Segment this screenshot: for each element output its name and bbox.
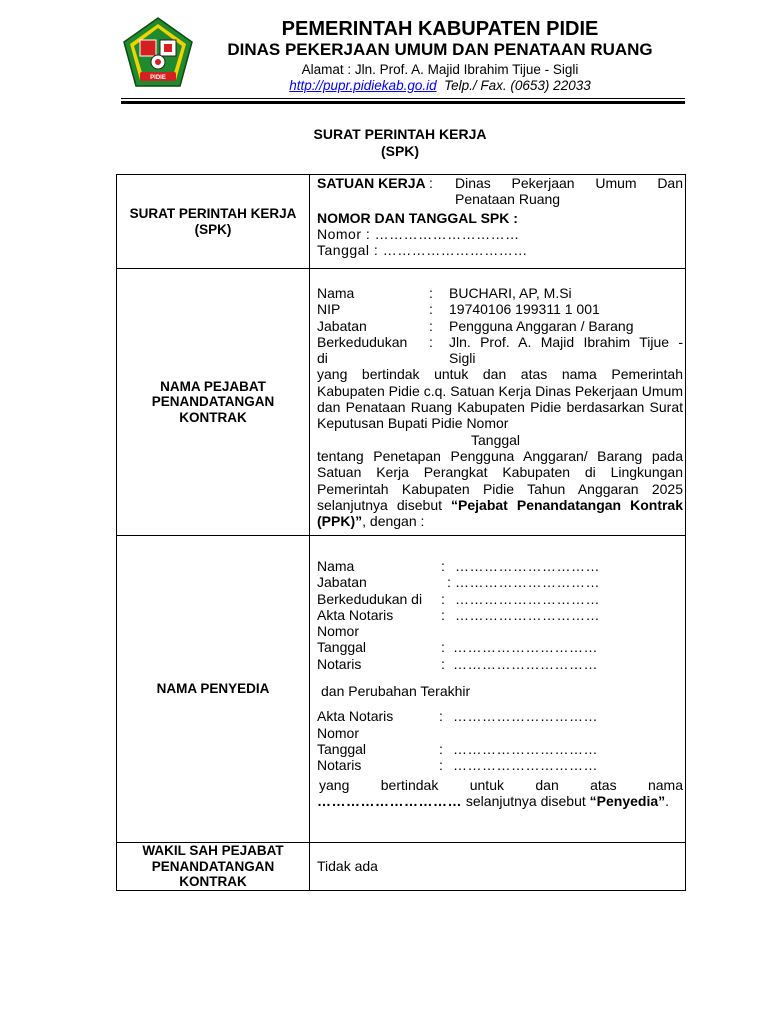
satuan-kerja-label: SATUAN KERJA bbox=[317, 175, 426, 191]
phone-fax: Telp./ Fax. (0653) 22033 bbox=[444, 78, 591, 93]
row-content-spk bbox=[310, 175, 686, 269]
table-row-pejabat bbox=[117, 269, 686, 536]
row-label-spk bbox=[117, 175, 310, 269]
table-row-wakil-sah bbox=[117, 843, 686, 891]
label-line: PENANDATANGAN bbox=[151, 858, 275, 874]
header-address: Alamat : Jln. Prof. A. Majid Ibrahim Tijue - Sigli bbox=[301, 62, 579, 77]
penyedia-tanggal-row bbox=[317, 639, 683, 655]
logo-banner-text: PIDIE bbox=[150, 75, 166, 81]
paragraph-text: tentang Penetapan Pengguna Anggaran/ Barang pada Satuan Kerja Perangkat Kabupaten di Lingkungan Pemerintah Kabupaten Pidie Tahun Anggaran 2025 selanjutnya disebut bbox=[317, 447, 683, 513]
blank-field: ………………………… bbox=[455, 606, 600, 623]
pejabat-nama: BUCHARI, AP, M.Si bbox=[449, 285, 572, 301]
row-label-penyedia bbox=[117, 536, 310, 843]
field-label: Jabatan bbox=[317, 574, 367, 591]
row-content-wakil-sah bbox=[310, 843, 686, 891]
penyedia-jabatan-row bbox=[317, 574, 683, 590]
nomor-tanggal-label: NOMOR DAN TANGGAL SPK : bbox=[317, 209, 518, 226]
label-line: NAMA PEJABAT bbox=[160, 378, 266, 394]
penyedia-nomor2-label: Nomor bbox=[317, 724, 360, 741]
blank-field: ………………………… bbox=[453, 708, 598, 725]
penyedia-akta2-row bbox=[317, 708, 683, 724]
field-label: Notaris bbox=[317, 655, 362, 672]
colon: : bbox=[429, 175, 433, 191]
penyedia-notaris2-row bbox=[317, 757, 683, 773]
table-row-spk bbox=[117, 175, 686, 269]
penyedia-nama-row bbox=[317, 558, 683, 574]
header-department: DINAS PEKERJAAN UMUM DAN PENATAAN RUANG bbox=[227, 40, 653, 59]
pejabat-berkedudukan-row-2 bbox=[317, 350, 683, 366]
colon: : bbox=[429, 317, 433, 334]
colon: : bbox=[439, 740, 443, 757]
blank-field: ………………………… bbox=[453, 639, 598, 656]
blank-field: ………………………… bbox=[453, 655, 598, 672]
colon: : bbox=[441, 558, 445, 574]
pejabat-berkedudukan-row bbox=[317, 334, 683, 350]
blank-field: ………………………… bbox=[317, 792, 462, 809]
pejabat-nip-row bbox=[317, 301, 683, 317]
penyedia-notaris-row bbox=[317, 656, 683, 672]
row-content-penyedia bbox=[310, 536, 686, 843]
field-label: Tanggal bbox=[317, 740, 367, 757]
document-title: SURAT PERINTAH KERJA bbox=[313, 126, 487, 142]
paragraph-end: , dengan : bbox=[362, 513, 425, 530]
document-subtitle: (SPK) bbox=[380, 143, 420, 159]
blank-field: ………………………… bbox=[453, 757, 598, 774]
colon: : bbox=[439, 708, 443, 725]
penyedia-nomor-label: Nomor bbox=[317, 623, 360, 640]
perubahan-terakhir: dan Perubahan Terakhir bbox=[321, 683, 471, 700]
field-label: NIP bbox=[317, 301, 341, 318]
pejabat-alamat: Jln. Prof. A. Majid Ibrahim Tijue - bbox=[449, 333, 683, 350]
field-label: Nama bbox=[317, 285, 355, 301]
tanggal-field: Tanggal : ………………………… bbox=[317, 242, 528, 259]
field-label: Berkedudukan bbox=[317, 333, 408, 350]
pidie-regency-logo bbox=[122, 16, 194, 92]
header-rule-thin bbox=[121, 98, 685, 99]
blank-field: ………………………… bbox=[453, 740, 598, 757]
colon: : bbox=[429, 301, 433, 318]
label-line: KONTRAK bbox=[179, 874, 247, 890]
penyedia-tanggal2-row bbox=[317, 741, 683, 757]
row-label-pejabat bbox=[117, 269, 310, 536]
pejabat-paragraph-2 bbox=[317, 448, 683, 529]
row-content-pejabat bbox=[310, 269, 686, 536]
pejabat-jabatan-row bbox=[317, 318, 683, 334]
field-label: Nama bbox=[317, 558, 355, 574]
website-link[interactable]: http://pupr.pidiekab.go.id bbox=[289, 78, 437, 93]
colon: : bbox=[441, 655, 445, 672]
table-row-penyedia bbox=[117, 536, 686, 843]
row-label-wakil-sah bbox=[117, 843, 310, 891]
blank-field: ………………………… bbox=[455, 574, 600, 591]
field-label: Akta Notaris bbox=[317, 606, 394, 623]
field-label: Berkedudukan di bbox=[317, 590, 423, 607]
pejabat-alamat-cont: Sigli bbox=[449, 350, 476, 367]
label-line: KONTRAK bbox=[179, 409, 247, 425]
label-line: WAKIL SAH PEJABAT bbox=[142, 843, 284, 859]
blank-field: ………………………… bbox=[455, 590, 600, 607]
satuan-kerja-row bbox=[317, 175, 683, 191]
label-line: NAMA PENYEDIA bbox=[156, 681, 270, 697]
pejabat-paragraph-1: yang bertindak untuk dan atas nama Pemerintah Kabupaten Pidie c.q. Satuan Kerja Dinas Pekerjaan Umum dan Penataan Ruang Kabupaten Pidie berdasarkan Surat Keputusan Bupati Pidie Nomor bbox=[317, 366, 683, 432]
field-label: Notaris bbox=[317, 757, 362, 774]
header-government: PEMERINTAH KABUPATEN PIDIE bbox=[281, 18, 599, 40]
penyedia-closing-line1: yang bertindak untuk dan atas nama bbox=[319, 776, 683, 793]
colon: : bbox=[441, 606, 445, 623]
header-contact bbox=[220, 78, 660, 93]
colon: : bbox=[439, 757, 443, 774]
satuan-kerja-value-cont: Penataan Ruang bbox=[455, 191, 561, 208]
penyedia-closing-line2 bbox=[317, 793, 683, 809]
field-label: di bbox=[317, 350, 328, 367]
blank-field: ………………………… bbox=[455, 558, 600, 574]
colon: : bbox=[429, 333, 433, 350]
spk-table bbox=[116, 174, 686, 891]
satuan-kerja-value: Dinas Pekerjaan Umum Dan bbox=[455, 175, 683, 191]
penyedia-akta-row bbox=[317, 607, 683, 623]
label-line: SURAT PERINTAH KERJA bbox=[129, 206, 297, 221]
wakil-sah-value: Tidak ada bbox=[317, 858, 378, 875]
closing-text: selanjutnya disebut bbox=[462, 792, 590, 809]
field-label: Tanggal bbox=[317, 639, 367, 656]
label-line: (SPK) bbox=[194, 221, 232, 237]
pejabat-nip: 19740106 199311 1 001 bbox=[449, 301, 600, 318]
colon: : bbox=[441, 639, 445, 656]
header-rule-thick bbox=[121, 101, 685, 104]
colon: : bbox=[447, 574, 451, 591]
penyedia-term: “Penyedia” bbox=[589, 792, 666, 809]
ppk-term: “Pejabat Penandatangan Kontrak (PPK)” bbox=[317, 496, 684, 530]
nomor-field: Nomor : ………………………… bbox=[317, 225, 520, 242]
closing-end: . bbox=[665, 792, 670, 809]
penyedia-berkedudukan-row bbox=[317, 591, 683, 607]
colon: : bbox=[429, 285, 433, 301]
pejabat-jabatan: Pengguna Anggaran / Barang bbox=[449, 317, 634, 334]
pejabat-tanggal: Tanggal bbox=[471, 431, 521, 448]
colon: : bbox=[441, 590, 445, 607]
label-line: PENANDATANGAN bbox=[151, 394, 275, 410]
field-label: Akta Notaris bbox=[317, 708, 394, 725]
field-label: Jabatan bbox=[317, 317, 367, 334]
pejabat-nama-row bbox=[317, 285, 683, 301]
